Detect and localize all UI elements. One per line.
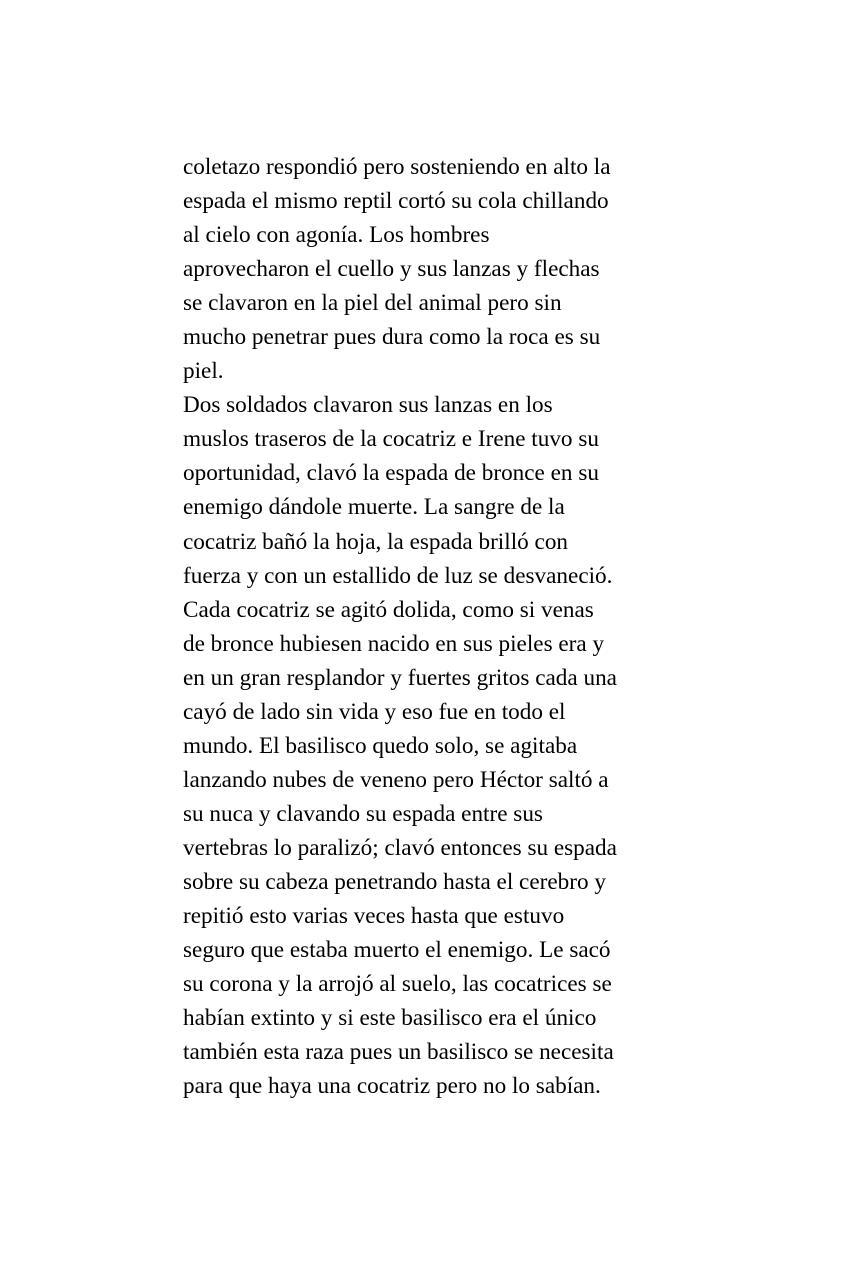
- body-text: [183, 150, 683, 1103]
- text-line: espada el mismo reptil cortó su cola chillando: [183, 188, 609, 215]
- text-line: cocatriz bañó la hoja, la espada brilló con: [183, 528, 569, 555]
- text-line: habían extinto y si este basilisco era el único: [183, 1005, 597, 1032]
- text-line: aprovecharon el cuello y sus lanzas y flechas: [183, 256, 600, 283]
- text-line: vertebras lo paralizó; clavó entonces su espada: [183, 834, 617, 861]
- text-line: su corona y la arrojó al suelo, las cocatrices se: [183, 971, 612, 998]
- text-line: mundo. El basilisco quedo solo, se agitaba: [183, 732, 578, 759]
- text-line: fuerza y con un estallido de luz se desvaneció.: [183, 562, 613, 589]
- text-line: sobre su cabeza penetrando hasta el cerebro y: [183, 868, 606, 895]
- text-line: su nuca y clavando su espada entre sus: [183, 800, 543, 827]
- text-line: también esta raza pues un basilisco se necesita: [183, 1039, 614, 1066]
- text-line: al cielo con agonía. Los hombres: [183, 222, 490, 249]
- text-line: cayó de lado sin vida y eso fue en todo el: [183, 698, 566, 725]
- text-line: coletazo respondió pero sosteniendo en alto la: [183, 154, 611, 180]
- text-line: lanzando nubes de veneno pero Héctor saltó a: [183, 766, 609, 793]
- text-line: repitió esto varias veces hasta que estuvo: [183, 903, 565, 930]
- text-line: piel.: [183, 358, 224, 385]
- text-line: mucho penetrar pues dura como la roca es su: [183, 324, 601, 351]
- text-line: se clavaron en la piel del animal pero sin: [183, 290, 562, 317]
- text-line: Cada cocatriz se agitó dolida, como si venas: [183, 596, 594, 623]
- text-line: oportunidad, clavó la espada de bronce en su: [183, 460, 599, 487]
- text-line: para que haya una cocatriz pero no lo sabían.: [183, 1073, 601, 1100]
- text-line: Dos soldados clavaron sus lanzas en los: [183, 392, 553, 419]
- text-line: enemigo dándole muerte. La sangre de la: [183, 494, 565, 521]
- text-line: de bronce hubiesen nacido en sus pieles era y: [183, 630, 605, 657]
- text-line: en un gran resplandor y fuertes gritos cada una: [183, 664, 617, 691]
- text-line: muslos traseros de la cocatriz e Irene tuvo su: [183, 426, 599, 453]
- text-line: seguro que estaba muerto el enemigo. Le sacó: [183, 937, 611, 964]
